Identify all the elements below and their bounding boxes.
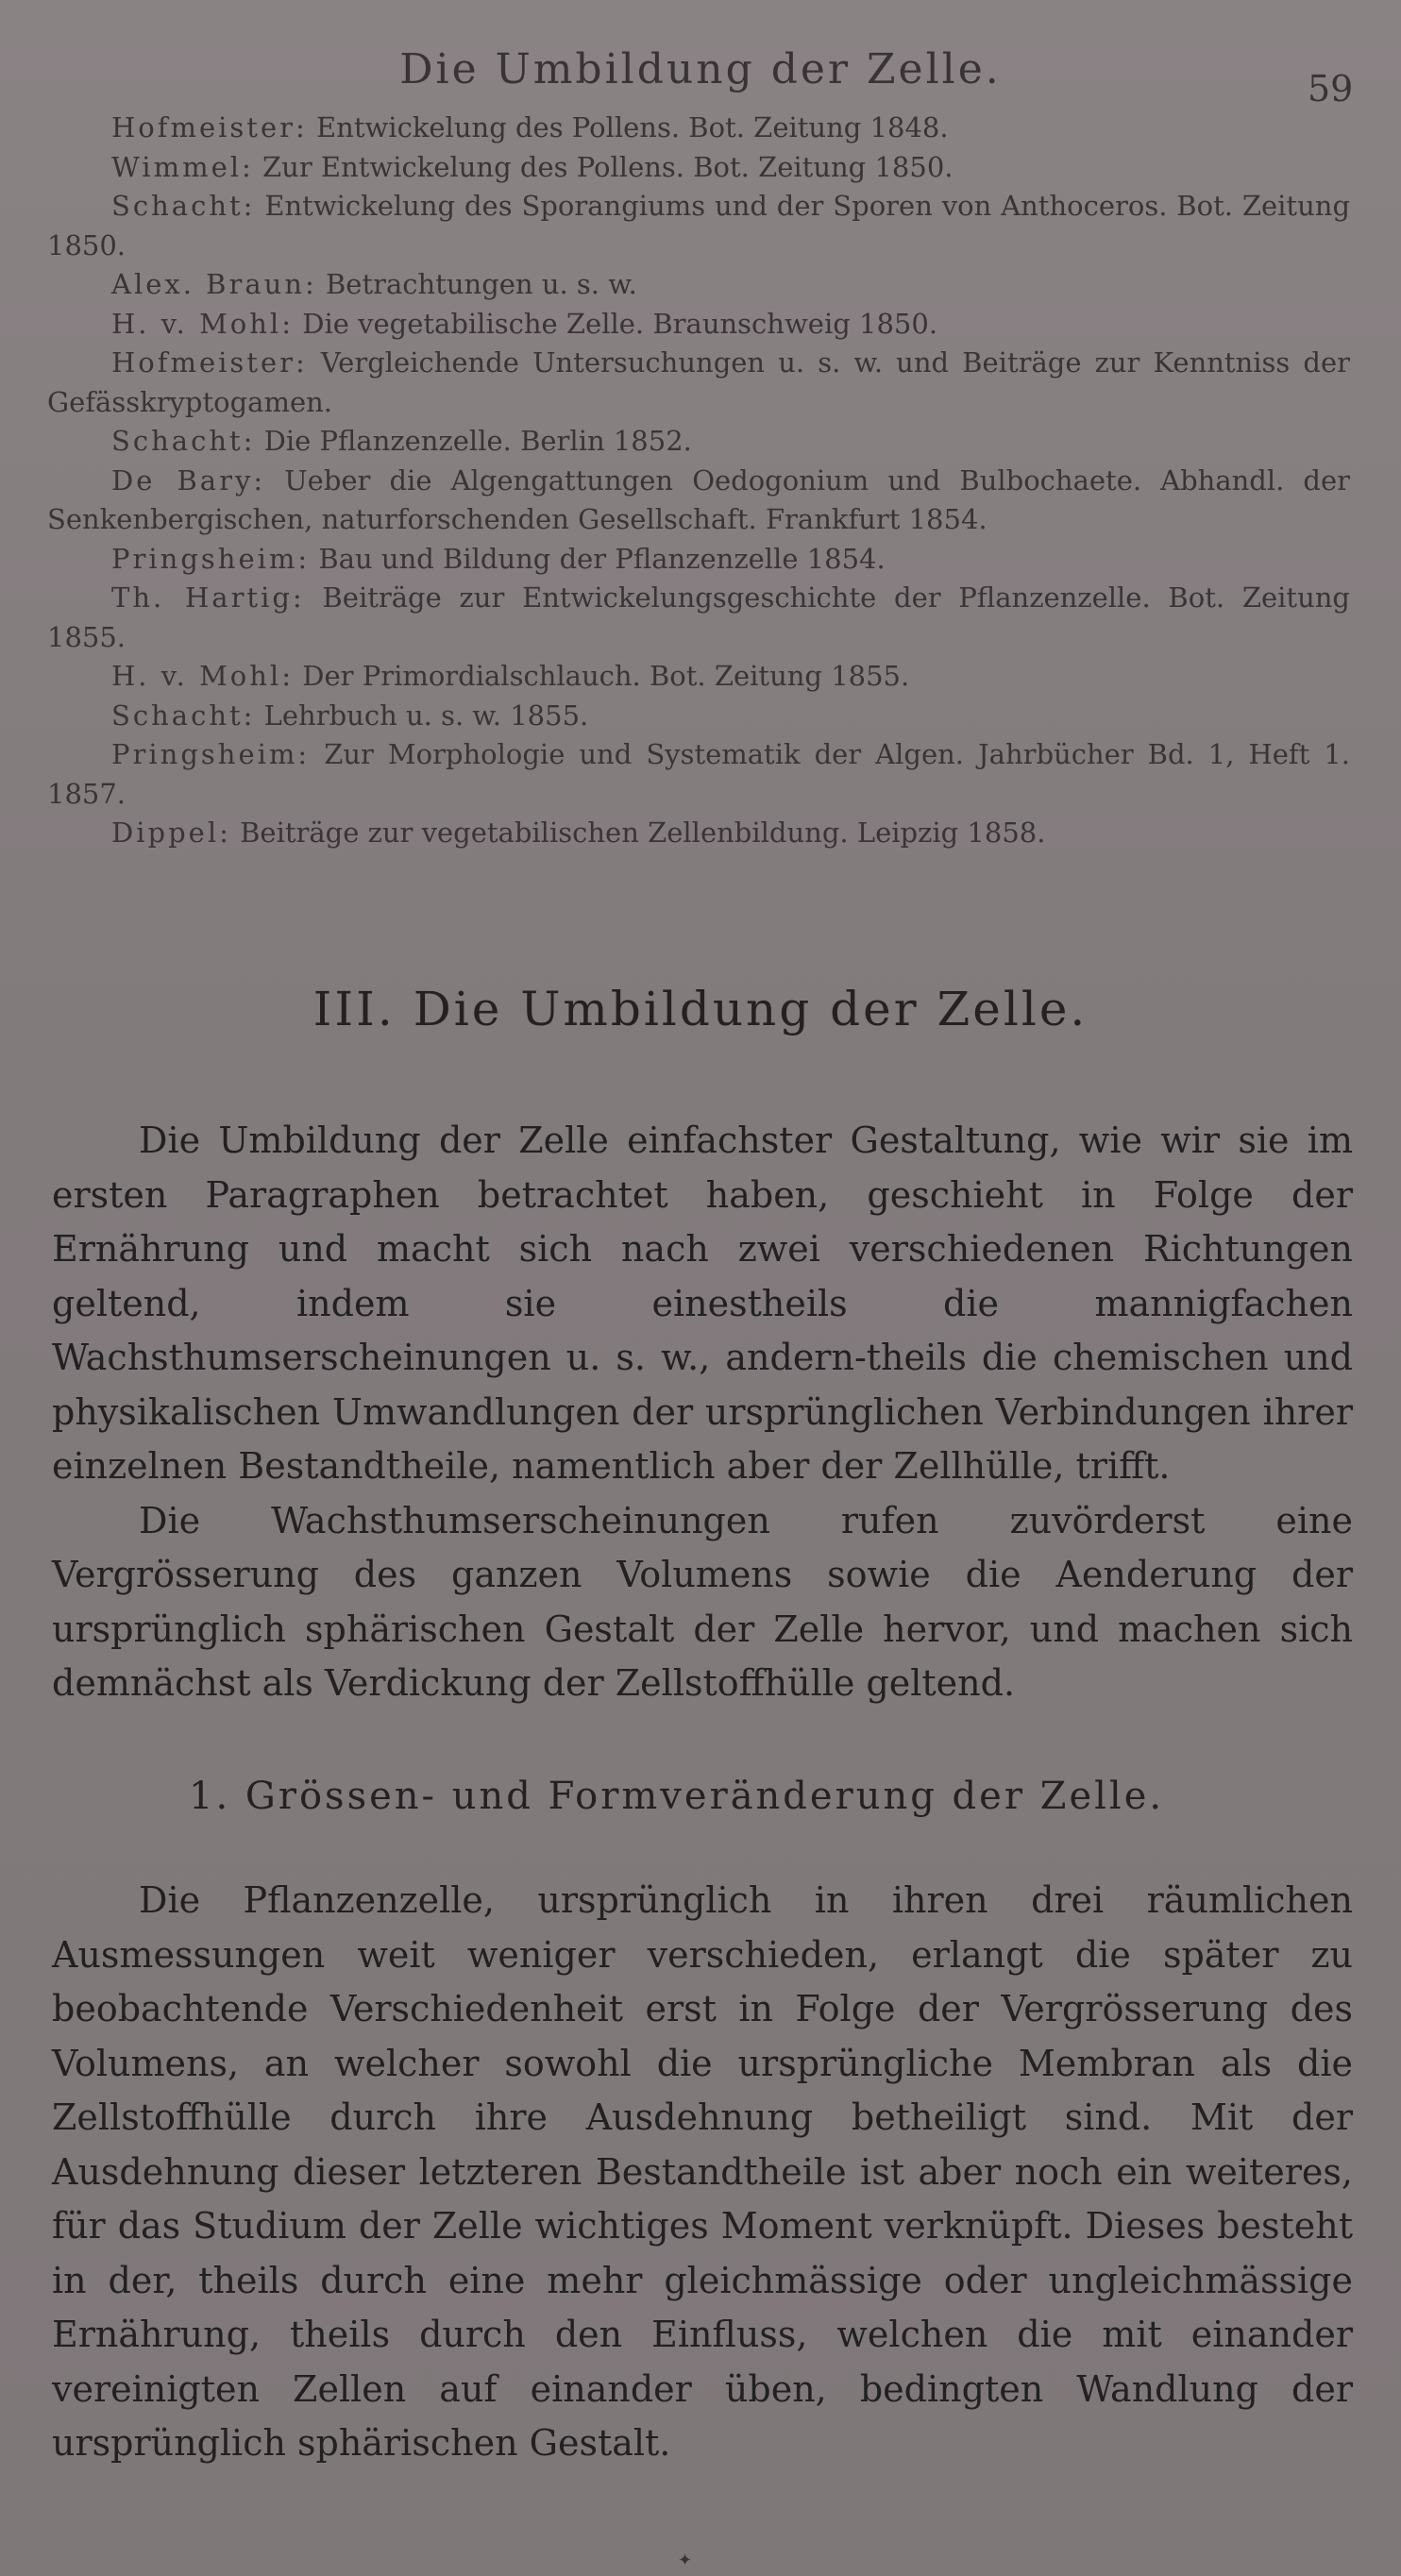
bib-text: Bau und Bildung der Pflanzenzelle 1854. [318, 542, 886, 575]
bibliography-entry [47, 422, 1350, 462]
paragraph: Die Wachsthumserscheinungen rufen zuvörderst eine Vergrösserung des ganzen Volumens sowie die Aenderung der ursprünglich sphärischen Gestalt der Zelle hervor, und machen sich demnächst als Verdickung der Zellstoffhülle geltend. [52, 1499, 1353, 1704]
ink-smudge: ✦ [678, 2551, 693, 2570]
page-number: 59 [1308, 68, 1354, 109]
bibliography-entry [47, 148, 1350, 188]
bib-text: Betrachtungen u. s. w. [325, 268, 637, 300]
bibliography-entry [47, 697, 1350, 736]
bibliography-entry [47, 814, 1350, 853]
paragraph: Die Umbildung der Zelle einfachster Gestaltung, wie wir sie im ersten Paragraphen betrachtet haben, geschieht in Folge der Ernährung und macht sich nach zwei verschiedenen Richtungen geltend, indem sie einestheils die mannigfachen Wachsthumserscheinungen u. s. w., andern-theils die chemischen und physikalischen Umwandlungen der ursprünglichen Verbindungen ihrer einzelnen Bestandtheile, namentlich aber der Zellhülle, trifft. [52, 1120, 1353, 1487]
bib-text: Zur Entwickelung des Pollens. Bot. Zeitung 1850. [262, 150, 954, 183]
bib-author: Alex. Braun: [111, 268, 317, 300]
bib-text: Zur Morphologie und Systematik der Algen. Jahrbücher Bd. 1, Heft 1. 1857. [47, 738, 1351, 810]
bib-author: Pringsheim: [111, 542, 311, 575]
bib-author: Schacht: [111, 699, 256, 732]
bib-text: Ueber die Algengattungen Oedogonium und Bulbochaete. Abhandl. der Senkenbergischen, naturforschenden Gesellschaft. Frankfurt 1854. [47, 463, 1351, 535]
bibliography-list [47, 109, 1350, 853]
bib-author: H. v. Mohl: [111, 307, 294, 340]
bibliography-entry [47, 265, 1350, 305]
bib-text: Beiträge zur Entwickelungsgeschichte der Pflanzenzelle. Bot. Zeitung 1855. [47, 581, 1350, 653]
bibliography-entry [47, 540, 1350, 580]
subsection-heading: 1. Grössen- und Formveränderung der Zelle. [189, 1775, 1165, 1818]
bib-author: H. v. Mohl: [111, 660, 294, 692]
bib-text: Lehrbuch u. s. w. 1855. [263, 699, 589, 732]
bib-author: Schacht: [111, 425, 256, 457]
bib-text: Die Pflanzenzelle. Berlin 1852. [263, 425, 692, 457]
bib-author: Dippel: [111, 817, 231, 849]
bib-text: Entwickelung des Sporangiums und der Sporen von Anthoceros. Bot. Zeitung 1850. [47, 190, 1351, 261]
section-body [52, 1114, 1353, 1711]
bibliography-entry [47, 462, 1350, 540]
bibliography-entry [47, 657, 1350, 697]
bibliography-entry [47, 579, 1350, 657]
bibliography-entry [47, 187, 1350, 265]
bib-text: Vergleichende Untersuchungen u. s. w. und Beiträge zur Kenntniss der Gefässkryptogamen. [47, 346, 1351, 418]
bib-text: Der Primordialschlauch. Bot. Zeitung 1855. [302, 660, 910, 692]
section-heading: III. Die Umbildung der Zelle. [312, 982, 1089, 1036]
bib-author: De Bary: [111, 463, 266, 497]
bib-text: Beiträge zur vegetabilischen Zellenbildung. Leipzig 1858. [240, 817, 1046, 849]
running-title: Die Umbildung der Zelle. [399, 45, 1002, 93]
bib-author: Pringsheim: [111, 738, 311, 770]
subsection-body [52, 1874, 1353, 2471]
bibliography-entry [47, 109, 1350, 148]
bib-author: Th. Hartig: [111, 581, 305, 614]
bibliography-entry [47, 344, 1350, 422]
bib-text: Die vegetabilische Zelle. Braunschweig 1850. [302, 307, 938, 340]
paragraph: Die Pflanzenzelle, ursprünglich in ihren drei räumlichen Ausmessungen weit weniger verschieden, erlangt die später zu beobachtende Verschiedenheit erst in Folge der Vergrösserung des Volumens, an welcher sowohl die ursprüngliche Membran als die Zellstoffhülle durch ihre Ausdehnung betheiligt sind. Mit der Ausdehnung dieser letzteren Bestandtheile ist aber noch ein weiteres, für das Studium der Zelle wichtiges Moment verknüpft. Dieses besteht in der, theils durch eine mehr gleichmässige oder ungleichmässige Ernährung, theils durch den Einfluss, welchen die mit einander vereinigten Zellen auf einander üben, bedingten Wandlung der ursprünglich sphärischen Gestalt. [52, 1879, 1353, 2464]
bib-author: Wimmel: [111, 150, 254, 183]
bib-author: Hofmeister: [111, 111, 308, 143]
bibliography-entry [47, 735, 1350, 814]
bibliography-entry [47, 305, 1350, 345]
bib-author: Schacht: [111, 190, 256, 222]
bib-author: Hofmeister: [111, 346, 308, 379]
bib-text: Entwickelung des Pollens. Bot. Zeitung 1848. [315, 111, 949, 143]
